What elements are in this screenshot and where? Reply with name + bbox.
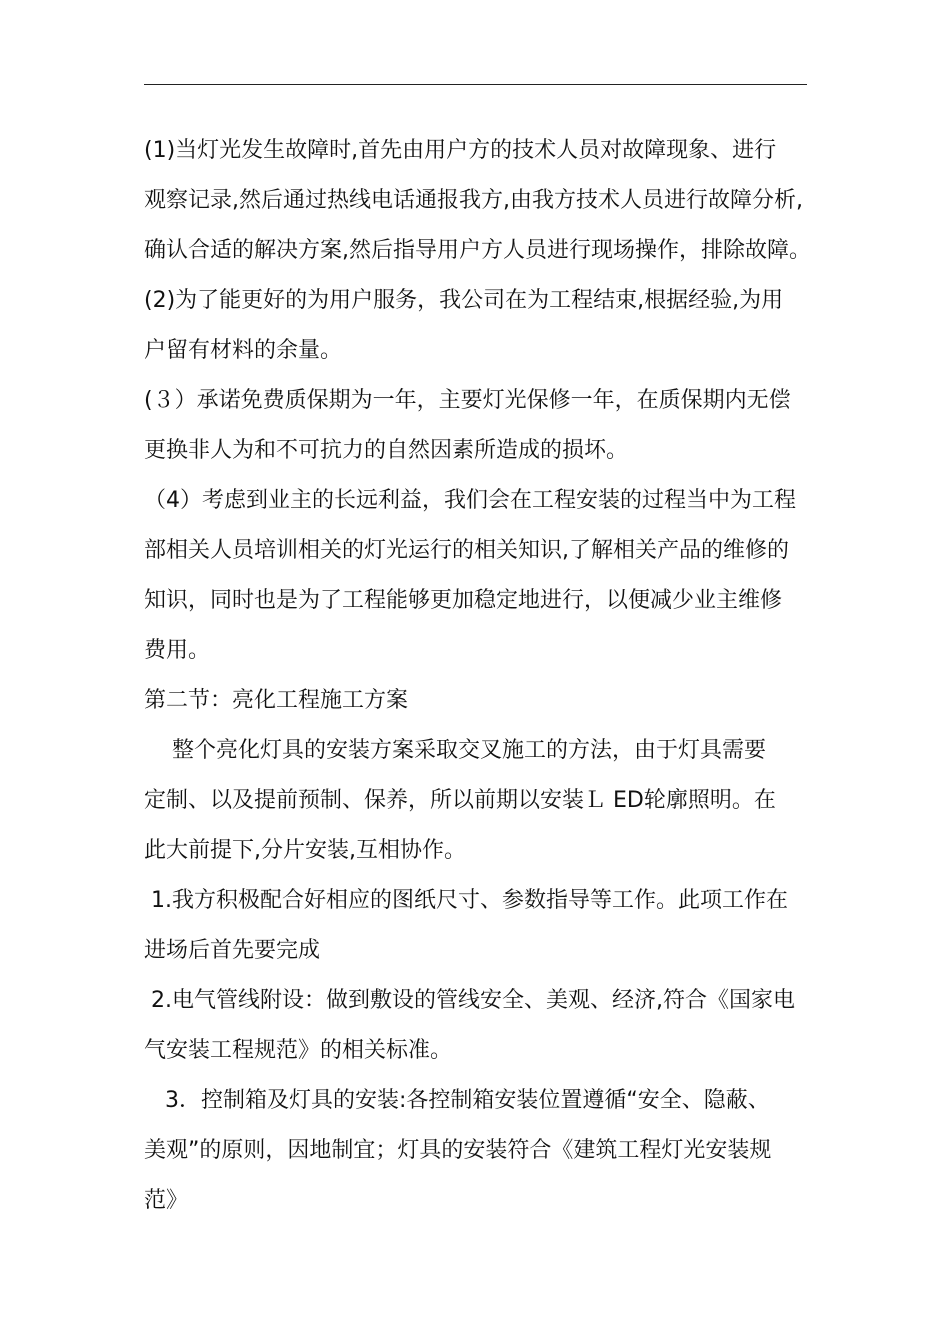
text-line: 整个亮化灯具的安装方案采取交叉施工的方法，由于灯具需要 xyxy=(144,738,766,763)
text-line: 观察记录,然后通过热线电话通报我方,由我方技术人员进行故障分析, xyxy=(144,188,803,213)
text-line: 确认合适的解决方案,然后指导用户方人员进行现场操作，排除故障。 xyxy=(144,238,811,263)
text-line: 更换非人为和不可抗力的自然因素所造成的损坏。 xyxy=(144,438,629,463)
text-line: 部相关人员培训相关的灯光运行的相关知识,了解相关产品的维修的 xyxy=(144,538,789,563)
text-line: (2)为了能更好的为用户服务，我公司在为工程结束,根据经验,为用 xyxy=(144,288,784,313)
text-line: 美观”的原则，因地制宜；灯具的安装符合《建筑工程灯光安装规 xyxy=(144,1138,772,1163)
text-line: 2.电气管线附设：做到敷设的管线安全、美观、经济,符合《国家电 xyxy=(144,988,795,1013)
text-line: 此大前提下,分片安装,互相协作。 xyxy=(144,838,466,863)
text-line: （4）考虑到业主的长远利益，我们会在工程安装的过程当中为工程 xyxy=(144,488,796,513)
text-line: 知识，同时也是为了工程能够更加稳定地进行，以便减少业主维修 xyxy=(144,588,783,613)
text-line: (３）承诺免费质保期为一年，主要灯光保修一年，在质保期内无偿 xyxy=(144,388,791,413)
text-line: 气安装工程规范》的相关标准。 xyxy=(144,1038,453,1063)
text-line: 费用。 xyxy=(144,638,211,663)
text-line: 1.我方积极配合好相应的图纸尺寸、参数指导等工作。此项工作在 xyxy=(144,888,788,913)
text-line: 定制、以及提前预制、保养，所以前期以安装Ｌ ED轮廓照明。在 xyxy=(144,788,776,813)
section-heading: 第二节：亮化工程施工方案 xyxy=(144,688,409,713)
text-line: 3．控制箱及灯具的安装:各控制箱安装位置遵循“安全、隐蔽、 xyxy=(144,1088,770,1113)
header-rule xyxy=(144,84,807,85)
text-line: (1)当灯光发生故障时,首先由用户方的技术人员对故障现象、进行 xyxy=(144,138,777,163)
text-line: 进场后首先要完成 xyxy=(144,938,321,963)
text-line: 范》 xyxy=(144,1188,189,1213)
text-line: 户留有材料的余量。 xyxy=(144,338,343,363)
